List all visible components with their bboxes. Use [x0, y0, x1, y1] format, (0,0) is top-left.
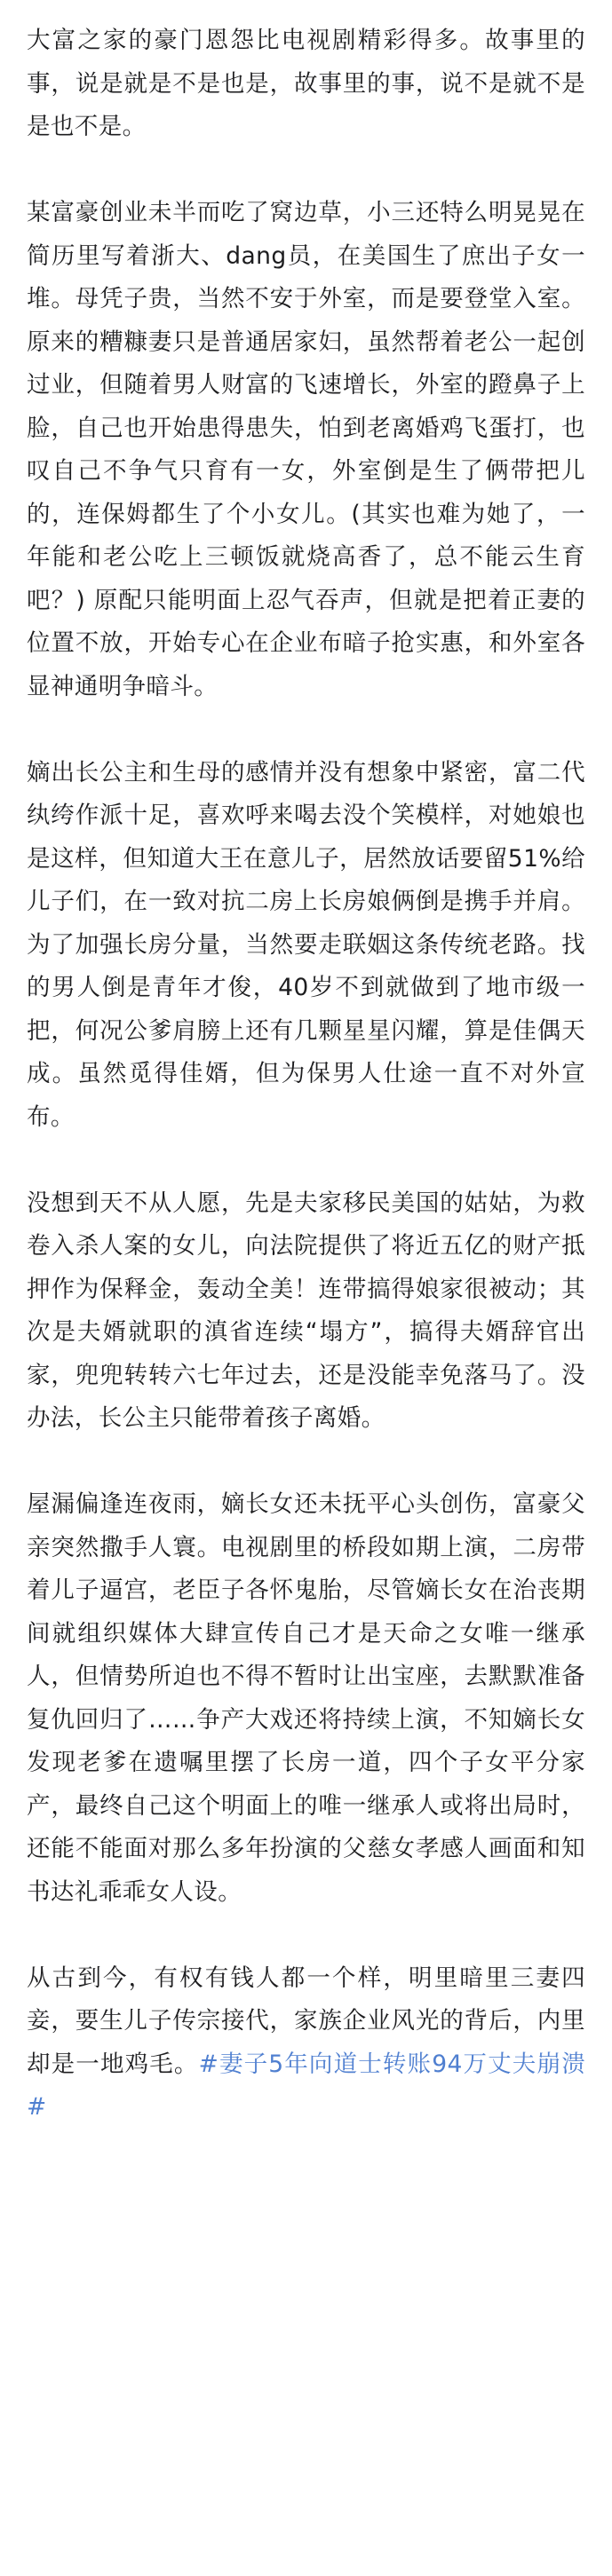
paragraph-5: 屋漏偏逢连夜雨，嫡长女还未抚平心头创伤，富豪父亲突然撒手人寰。电视剧里的桥段如期上演，二房带着儿子逼宫，老臣子各怀鬼胎，尽管嫡长女在治丧期间就组织媒体大肆宣传自己才是天命之女唯一继承人，但情势所迫也不得不暂时让出宝座，去默默准备复仇回归了……争产大戏还将持续上演，不知嫡长女发现老爹在遗嘱里摆了长房一道，四个子女平分家产，最终自己这个明面上的唯一继承人或将出局时，还能不能面对那么多年扮演的父慈女孝感人画面和知书达礼乖乖女人设。 — [27, 1490, 585, 1906]
final-text: 从古到今，有权有钱人都一个样，明里暗里三妻四妾，要生儿子传宗接代，家族企业风光的背后，内里却是一地鸡毛。 — [27, 1964, 585, 2078]
hashtag-link[interactable]: #妻子5年向道士转账94万丈夫崩溃# — [27, 2050, 585, 2121]
paragraph-4: 没想到天不从人愿，先是夫家移民美国的姑姑，为救卷入杀人案的女儿，向法院提供了将近五亿的财产抵押作为保释金，轰动全美！连带搞得娘家很被动；其次是夫婿就职的滇省连续“塌方”，搞得夫婿辞官出家，兜兜转转六七年过去，还是没能幸免落马了。没办法，长公主只能带着孩子离婚。 — [27, 1189, 585, 1432]
paragraph-1: 大富之家的豪门恩怨比电视剧精彩得多。故事里的事，说是就是不是也是，故事里的事，说不是就不是是也不是。 — [27, 27, 585, 140]
paragraph-final — [27, 1957, 585, 2130]
paragraph-3: 嫡出长公主和生母的感情并没有想象中紧密，富二代纨绔作派十足，喜欢呼来喝去没个笑模样，对她娘也是这样，但知道大王在意儿子，居然放话要留51%给儿子们，在一致对抗二房上长房娘俩倒是携手并肩。为了加强长房分量，当然要走联姻这条传统老路。找的男人倒是青年才俊，40岁不到就做到了地市级一把，何况公爹肩膀上还有几颗星星闪耀，算是佳偶天成。虽然觅得佳婿，但为保男人仕途一直不对外宣布。 — [27, 758, 585, 1131]
paragraph-2: 某富豪创业未半而吃了窝边草，小三还特么明晃晃在简历里写着浙大、dang员，在美国生了庶出子女一堆。母凭子贵，当然不安于外室，而是要登堂入室。原来的糟糠妻只是普通居家妇，虽然帮着老公一起创过业，但随着男人财富的飞速增长，外室的蹬鼻子上脸，自己也开始患得患失，怕到老离婚鸡飞蛋打，也叹自己不争气只育有一女，外室倒是生了俩带把儿的，连保姆都生了个小女儿。(其实也难为她了，一年能和老公吃上三顿饭就烧高香了，总不能云生育吧？) 原配只能明面上忍气吞声，但就是把着正妻的位置不放，开始专心在企业布暗子抢实惠，和外室各显神通明争暗斗。 — [27, 199, 585, 700]
